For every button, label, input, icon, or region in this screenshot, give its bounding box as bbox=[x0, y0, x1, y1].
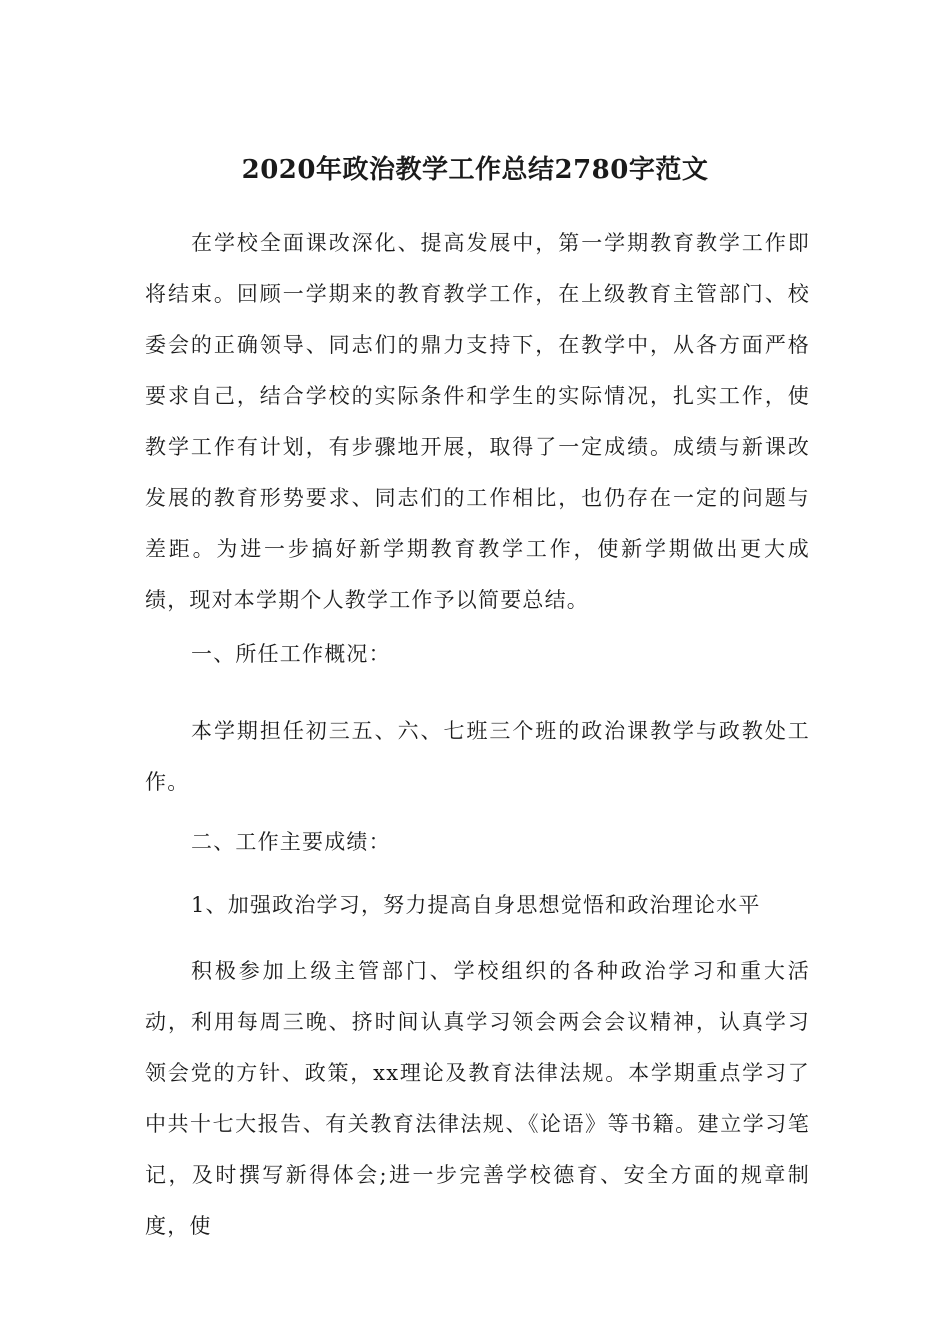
document-title: 2020年政治教学工作总结2780字范文 bbox=[241, 155, 709, 185]
section-heading-main-achievements: 二、工作主要成绩： bbox=[191, 830, 391, 854]
paragraph-intro: 在学校全面课改深化、提高发展中，第一学期教育教学工作即将结束。回顾一学期来的教育教学工作，在上级教育主管部门、校委会的正确领导、同志们的鼎力支持下，在教学中，从各方面严格要求自己，结合学校的实际条件和学生的实际情况，扎实工作，使教学工作有计划，有步骤地开展，取得了一定成绩。成绩与新课改发展的教育形势要求、同志们的工作相比，也仍存在一定的问题与差距。为进一步搞好新学期教育教学工作，使新学期做出更大成绩，现对本学期个人教学工作予以简要总结。 bbox=[145, 231, 810, 612]
subheading-political-study: 1、加强政治学习，努力提高自身思想觉悟和政治理论水平 bbox=[191, 893, 761, 917]
paragraph-work-overview: 本学期担任初三五、六、七班三个班的政治课教学与政教处工作。 bbox=[145, 719, 810, 794]
section-heading-work-overview: 一、所任工作概况： bbox=[191, 642, 391, 666]
paragraph-political-study: 积极参加上级主管部门、学校组织的各种政治学习和重大活动，利用每周三晚、挤时间认真学习领会两会会议精神，认真学习领会党的方针、政策，xx理论及教育法律法规。本学期重点学习了中共十七大报告、有关教育法律法规、《论语》等书籍。建立学习笔记，及时撰写新得体会;进一步完善学校德育、安全方面的规章制度，使 bbox=[145, 959, 810, 1238]
